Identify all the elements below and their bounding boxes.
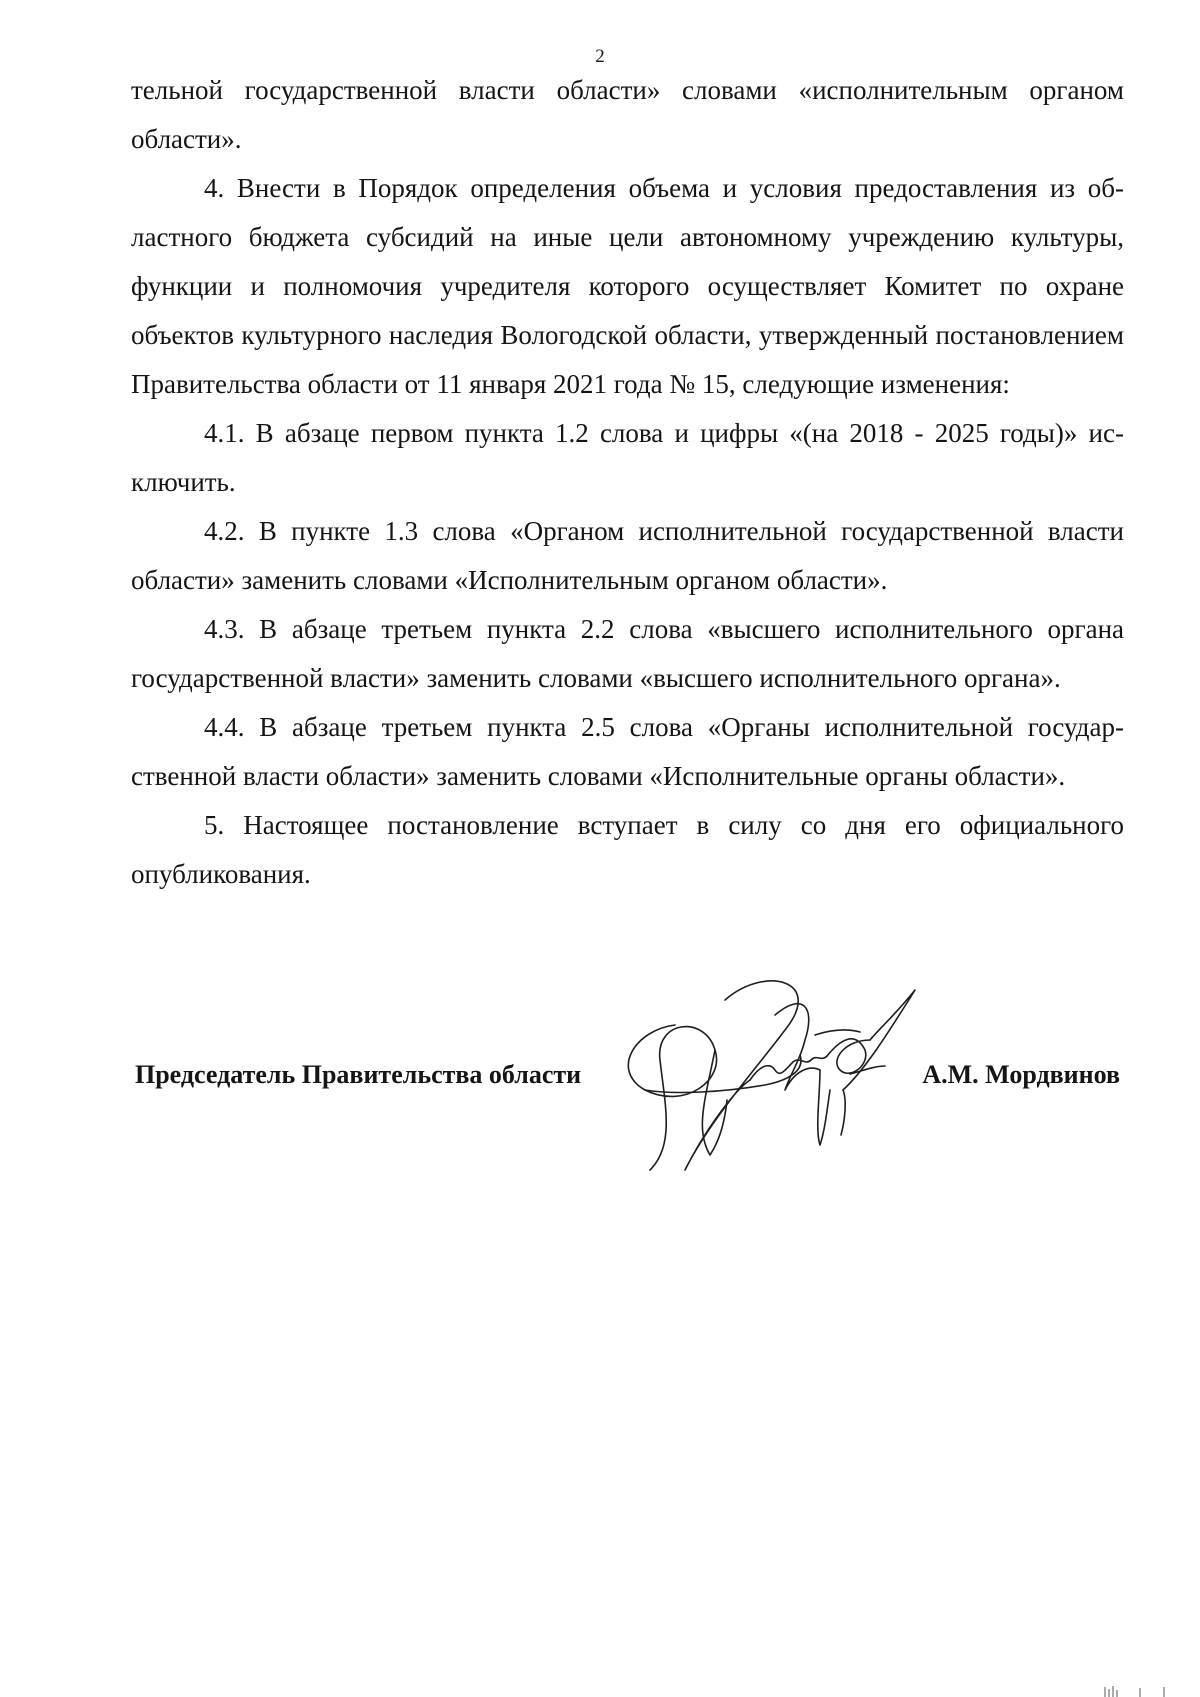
paragraph-item-4-2: 4.2. В пункте 1.3 слова «Органом исполнительной государственной власти области» заменить словами «Исполнительным органом области». <box>131 516 1124 595</box>
scan-edge-marks <box>1100 1685 1170 1697</box>
paragraph-item-4-3: 4.3. В абзаце третьем пункта 2.2 слова «высшего исполнительного органа государственной власти» заменить словами «высшего исполнительного органа». <box>131 614 1124 693</box>
paragraph-continuation: тельной государственной власти области» словами «исполнительным органом области». <box>131 75 1124 154</box>
document-body <box>131 66 1124 899</box>
paragraph-item-4: 4. Внести в Порядок определения объема и условия предоставления из областного бюджета субсидий на иные цели автономному учреждению культуры, функции и полномочия учредителя которого осуществляет Комитет по охране объектов культурного наследия Вологодской области, утвержденный постановлением Правительства области от 11 января 2021 года № 15, следующие изменения: <box>131 173 1124 399</box>
paragraph-item-5: 5. Настоящее постановление вступает в силу со дня его официального опубликования. <box>131 810 1124 889</box>
handwritten-signature <box>615 970 965 1180</box>
signatory-title: Председатель Правительства области <box>135 1060 582 1089</box>
paragraph-item-4-1: 4.1. В абзаце первом пункта 1.2 слова и цифры «(на 2018 - 2025 годы)» исключить. <box>131 418 1124 497</box>
paragraph-item-4-4: 4.4. В абзаце третьем пункта 2.5 слова «Органы исполнительной государственной власти области» заменить словами «Исполнительные органы области». <box>131 712 1124 791</box>
page-number: 2 <box>595 46 605 67</box>
signatory-name: А.М. Мордвинов <box>922 1060 1120 1089</box>
